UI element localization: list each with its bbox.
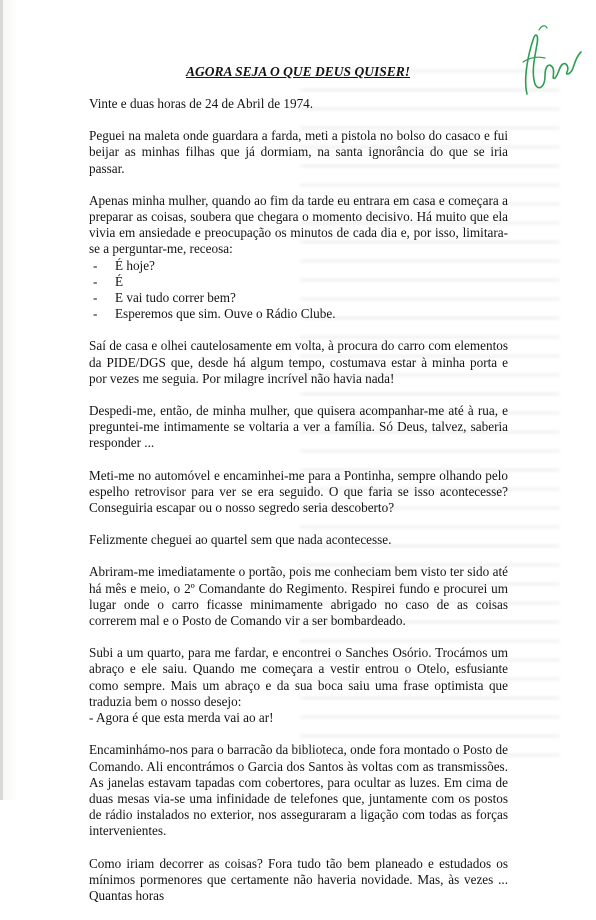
- dialog-line: - É: [89, 274, 508, 290]
- document-body: [89, 96, 508, 920]
- dialog-line: - E vai tudo correr bem?: [89, 290, 508, 306]
- quote-line: - Agora é que esta merda vai ao ar!: [89, 710, 274, 726]
- paragraph: Saí de casa e olhei cautelosamente em volta, à procura do carro com elementos da PIDE/DGS que, desde há algum tempo, costumava estar à minha porta e por vezes me seguia. Por milagre incrível não havia nada!: [89, 338, 508, 386]
- dialog-line: - Esperemos que sim. Ouve o Rádio Clube.: [89, 306, 508, 322]
- scan-edge: [0, 0, 3, 800]
- paragraph: Encaminhámo-nos para o barracão da biblioteca, onde fora montado o Posto de Comando. Ali encontrámos o Garcia dos Santos às voltas com as transmissões. As janelas estavam tapadas com cobertores, para ocultar as luzes. Em cima de duas mesas via-se uma infinidade de telefones que, juntamente com os postos de rádio instalados no exterior, nos asseguraram a ligação com todas as forças intervenientes.: [89, 742, 508, 839]
- paragraph: Meti-me no automóvel e encaminhei-me para a Pontinha, sempre olhando pelo espelho retrovisor para ver se era seguido. O que faria se isso acontecesse? Conseguiria escapar ou o nosso segredo seria descoberto?: [89, 467, 508, 516]
- handwritten-signature: [515, 22, 585, 102]
- dialog-line: - É hoje?: [89, 258, 508, 274]
- paragraph: Subi a um quarto, para me fardar, e encontrei o Sanches Osório. Trocámos um abraço e ele saiu. Quando me começara a vestir entrou o Otelo, esfusiante como sempre. Mais um abraço e da sua boca saiu uma frase optimista que traduzia bem o nosso desejo:: [89, 645, 508, 709]
- paragraph: Vinte e duas horas de 24 de Abril de 1974.: [89, 96, 314, 111]
- paragraph: Peguei na maleta onde guardara a farda, meti a pistola no bolso do casaco e fui beijar as minhas filhas que já dormiam, na santa ignorância do que se iria passar.: [89, 128, 508, 176]
- paragraph: Como iriam decorrer as coisas? Fora tudo tão bem planeado e estudados os mínimos pormenores que certamente não haveria novidade. Mas, às vezes ... Quantas horas: [89, 855, 508, 903]
- paragraph: Apenas minha mulher, quando ao fim da tarde eu entrara em casa e começara a preparar as coisas, soubera que chegara o momento decisivo. Há muito que ela vivia em ansiedade e preocupação os minutos de cada dia e, por isso, limitara-se a perguntar-me, receosa:: [89, 192, 508, 257]
- paragraph: Despedi-me, então, de minha mulher, que quisera acompanhar-me até à rua, e preguntei-me intimamente se voltaria a ver a família. Só Deus, talvez, saberia responder ...: [89, 403, 508, 451]
- document-title: AGORA SEJA O QUE DEUS QUISER!: [186, 64, 410, 79]
- dialog-list: [89, 258, 508, 323]
- paragraph: Abriram-me imediatamente o portão, pois me conheciam bem visto ter sido até há mês e meio, o 2º Comandante do Regimento. Respirei fundo e procurei um lugar onde o carro ficasse minimamente abrigado no caso de as coisas correrem mal e o Posto de Comando vir a ser bombardeado.: [89, 564, 508, 629]
- paragraph: Felizmente cheguei ao quartel sem que nada acontecesse.: [89, 532, 392, 548]
